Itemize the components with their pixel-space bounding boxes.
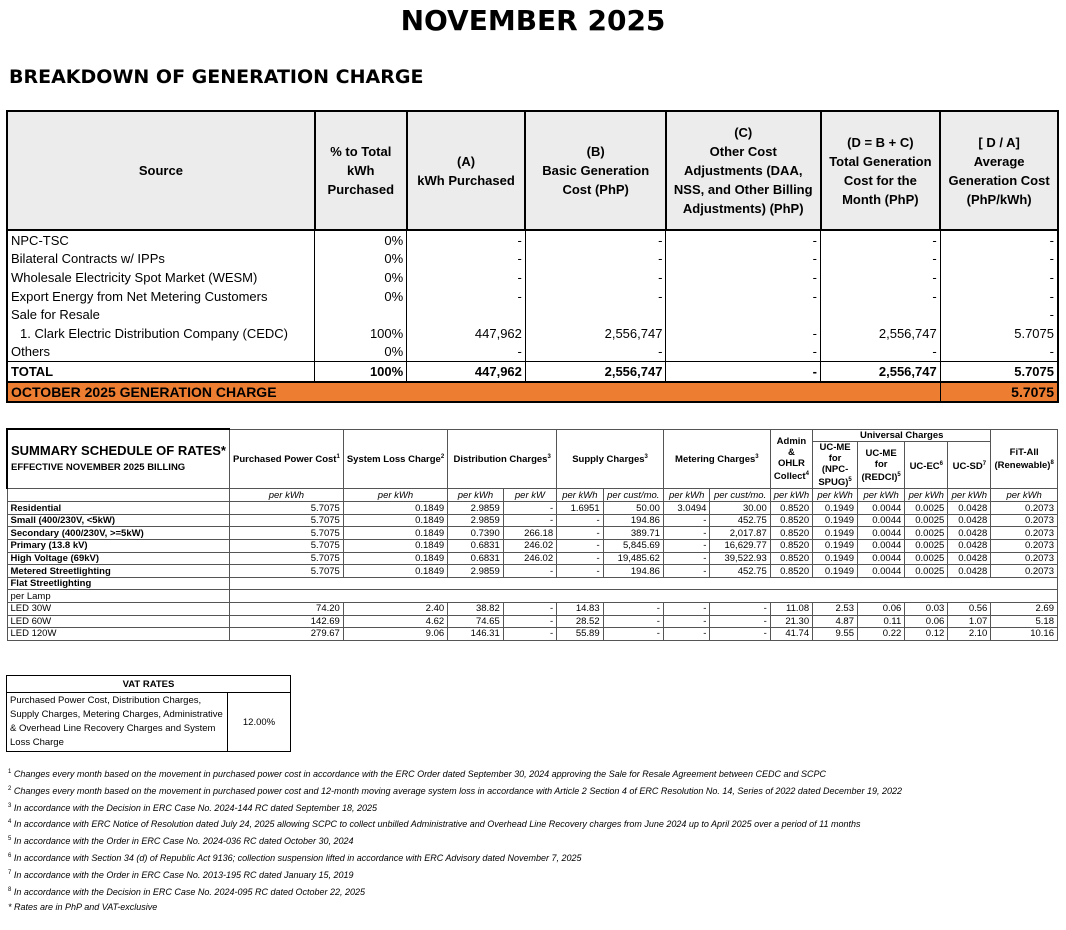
gen-value-cell: - <box>407 250 526 269</box>
rate-value: - <box>710 603 770 616</box>
gen-row <box>7 324 1058 343</box>
rate-value: 5,845.69 <box>603 540 663 553</box>
gen-value-cell: - <box>407 287 526 306</box>
gen-value-cell: 447,962 <box>407 324 526 343</box>
gen-total-value: - <box>666 362 821 382</box>
rate-value: 2.40 <box>343 603 447 616</box>
rate-value: - <box>503 615 556 628</box>
gen-value-cell: - <box>940 268 1058 287</box>
rate-value: 0.0428 <box>948 565 991 578</box>
rate-value: 0.0044 <box>857 502 904 515</box>
rate-value: - <box>557 565 604 578</box>
rate-value: 2.53 <box>813 603 858 616</box>
gen-header-0: Source <box>7 111 315 230</box>
rate-value: - <box>557 552 604 565</box>
gen-header-2: (A) kWh Purchased <box>407 111 526 230</box>
header-fit-all: FiT-All (Renewable)$^8$ <box>991 429 1058 489</box>
rate-class-label: LED 30W <box>7 603 230 616</box>
gen-row <box>7 250 1058 269</box>
gen-header-4: (C) Other Cost Adjustments (DAA, NSS, and Other Billing Adjustments) (PhP) <box>666 111 821 230</box>
rate-value: 0.2073 <box>991 527 1058 540</box>
rate-value: 0.0044 <box>857 552 904 565</box>
rate-value: 0.2073 <box>991 540 1058 553</box>
gen-value-cell: - <box>525 250 666 269</box>
rate-value: 0.8520 <box>770 514 812 527</box>
unit-cell: per cust/mo. <box>603 489 663 502</box>
footnote: $^7$ In accordance with the Order in ERC Case No. 2013-195 RC dated January 15, 2019 <box>8 869 354 880</box>
rate-class-label: High Voltage (69kV) <box>7 552 230 565</box>
gen-value-cell: 100% <box>315 324 407 343</box>
rates-note: * Rates are in PhP and VAT-exclusive <box>8 902 158 912</box>
rate-value: 0.1849 <box>343 514 447 527</box>
rate-value: 0.8520 <box>770 527 812 540</box>
gen-value-cell: - <box>821 268 941 287</box>
rate-class-label: LED 60W <box>7 615 230 628</box>
gen-value-cell: - <box>525 230 666 250</box>
header-ucme-npc: UC-ME for (NPC-SPUG)$^5$ <box>813 442 858 489</box>
rate-value: 5.7075 <box>230 527 344 540</box>
gen-total-value: 100% <box>315 362 407 382</box>
unit-cell: per kWh <box>448 489 504 502</box>
rate-value: 16,629.77 <box>710 540 770 553</box>
unit-cell: per kWh <box>813 489 858 502</box>
rate-value: 194.86 <box>603 565 663 578</box>
rate-value: - <box>663 514 710 527</box>
rate-value: 0.2073 <box>991 552 1058 565</box>
gen-value-cell: 2,556,747 <box>821 324 941 343</box>
per-lamp-label: per Lamp <box>7 590 230 603</box>
gen-header-5: (D = B + C) Total Generation Cost for the Month (PhP) <box>821 111 941 230</box>
gen-value-cell: - <box>821 343 941 362</box>
footnote: $^6$ In accordance with Section 34 (d) of Republic Act 9136; collection suspension lifted in accordance with ERC Advisory dated November 7, 2025 <box>8 852 582 863</box>
gen-value-cell: - <box>666 250 821 269</box>
gen-value-cell: - <box>821 250 941 269</box>
rate-class-label: LED 120W <box>7 628 230 641</box>
rate-value: 3.0494 <box>663 502 710 515</box>
gen-row <box>7 268 1058 287</box>
rate-value: 0.8520 <box>770 565 812 578</box>
rate-row <box>7 628 1058 641</box>
footnote: $^2$ Changes every month based on the movement in purchased power cost and 12-month moving average system loss in accordance with Article 2 Section 4 of ERC Resolution No. 14, Series of 2022 dated December 19, 2022 <box>8 785 903 796</box>
rate-value: 19,485.62 <box>603 552 663 565</box>
gen-value-cell: 5.7075 <box>940 324 1058 343</box>
vat-label: Purchased Power Cost, Distribution Charges, Supply Charges, Metering Charges, Administrative & Overhead Line Recovery Charges and System Loss Charge <box>7 693 228 752</box>
gen-value-cell: - <box>407 230 526 250</box>
rate-row <box>7 565 1058 578</box>
rate-value: 0.1949 <box>813 565 858 578</box>
rate-value: 0.7390 <box>448 527 504 540</box>
footnote: $^4$ In accordance with ERC Notice of Resolution dated July 24, 2025 allowing SCPC to collect unbilled Administrative and Overhead Line Recovery charges from June 2024 up to April 2025 over a period of 11 months <box>8 819 861 830</box>
rate-value: 2.9859 <box>448 514 504 527</box>
flat-streetlighting-blank <box>230 577 1058 590</box>
rate-value: - <box>603 628 663 641</box>
gen-header-6: [ D / A] Average Generation Cost (PhP/kWh) <box>940 111 1058 230</box>
rate-value: 11.08 <box>770 603 812 616</box>
header-universal-charges: Universal Charges <box>813 429 991 442</box>
gen-total-value: 447,962 <box>407 362 526 382</box>
rate-value: 4.62 <box>343 615 447 628</box>
generation-table-header <box>7 111 1058 230</box>
rate-value: 2,017.87 <box>710 527 770 540</box>
gen-header-1: % to Total kWh Purchased <box>315 111 407 230</box>
rate-value: - <box>503 628 556 641</box>
rate-class-label: Secondary (400/230V, >=5kW) <box>7 527 230 540</box>
rate-value: - <box>663 628 710 641</box>
gen-value-cell: 0% <box>315 230 407 250</box>
header-purchased-power: Purchased Power Cost$^1$ <box>230 429 344 489</box>
vat-rates-table <box>6 675 291 752</box>
rate-class-label: Small (400/230V, <5kW) <box>7 514 230 527</box>
header-ucme-redci: UC-ME for (REDCI)$^5$ <box>857 442 904 489</box>
unit-cell: per kWh <box>857 489 904 502</box>
gen-source-cell: Sale for Resale <box>7 305 315 324</box>
gen-value-cell <box>821 305 941 324</box>
rate-value: 389.71 <box>603 527 663 540</box>
header-metering: Metering Charges$^3$ <box>663 429 770 489</box>
rate-value: 0.0428 <box>948 552 991 565</box>
rate-value: 0.1849 <box>343 527 447 540</box>
gen-total-label: TOTAL <box>7 362 315 382</box>
header-system-loss: System Loss Charge$^2$ <box>343 429 447 489</box>
rate-value: 0.12 <box>905 628 948 641</box>
rate-value: 452.75 <box>710 514 770 527</box>
rate-value: 5.7075 <box>230 552 344 565</box>
gen-value-cell: - <box>666 343 821 362</box>
rate-value: 74.65 <box>448 615 504 628</box>
gen-value-cell: 0% <box>315 268 407 287</box>
unit-cell: per kWh <box>343 489 447 502</box>
gen-row <box>7 230 1058 250</box>
gen-row <box>7 305 1058 324</box>
rate-value: - <box>710 628 770 641</box>
rate-value: - <box>603 603 663 616</box>
footnote: $^3$ In accordance with the Decision in ERC Case No. 2024-144 RC dated September 18, 2025 <box>8 802 378 813</box>
section-title: BREAKDOWN OF GENERATION CHARGE <box>9 66 424 88</box>
gen-value-cell: - <box>940 343 1058 362</box>
rate-value: - <box>663 527 710 540</box>
rate-value: 0.1949 <box>813 527 858 540</box>
rate-value: 41.74 <box>770 628 812 641</box>
rate-value: 4.87 <box>813 615 858 628</box>
rate-value: - <box>503 565 556 578</box>
rate-value: 0.0025 <box>905 502 948 515</box>
gen-value-cell: - <box>940 250 1058 269</box>
rate-value: 0.0025 <box>905 540 948 553</box>
gen-source-cell: NPC-TSC <box>7 230 315 250</box>
rate-value: 30.00 <box>710 502 770 515</box>
rate-value: 266.18 <box>503 527 556 540</box>
flat-streetlighting-label: Flat Streetlighting <box>7 577 230 590</box>
gen-value-cell: - <box>666 268 821 287</box>
schedule-title-cell <box>7 429 230 489</box>
rate-row <box>7 603 1058 616</box>
schedule-title: SUMMARY SCHEDULE OF RATES* <box>11 443 226 459</box>
header-ucsd: $UC-SD^7$ <box>948 442 991 489</box>
generation-charge-table <box>6 110 1059 403</box>
gen-value-cell: 2,556,747 <box>525 324 666 343</box>
gen-source-cell: 1. Clark Electric Distribution Company (CEDC) <box>7 324 315 343</box>
gen-value-cell <box>666 305 821 324</box>
per-lamp-row <box>7 590 1058 603</box>
rate-value: 0.0044 <box>857 514 904 527</box>
rate-value: 0.2073 <box>991 502 1058 515</box>
rate-value: 28.52 <box>557 615 604 628</box>
gen-value-cell: - <box>940 305 1058 324</box>
rate-value: 5.7075 <box>230 502 344 515</box>
gen-value-cell: - <box>407 268 526 287</box>
rate-value: 0.1849 <box>343 565 447 578</box>
rate-value: - <box>710 615 770 628</box>
gen-total-value: 2,556,747 <box>821 362 941 382</box>
gen-source-cell: Others <box>7 343 315 362</box>
rate-value: - <box>557 514 604 527</box>
rate-value: 0.0044 <box>857 565 904 578</box>
gen-value-cell: 0% <box>315 287 407 306</box>
gen-source-cell: Wholesale Electricity Spot Market (WESM) <box>7 268 315 287</box>
rate-value: 0.8520 <box>770 552 812 565</box>
header-admin-ohlr: Admin & OHLR Collect$^4$ <box>770 429 812 489</box>
rate-value: 21.30 <box>770 615 812 628</box>
schedule-effective: EFFECTIVE NOVEMBER 2025 BILLING <box>11 462 186 474</box>
rate-row <box>7 615 1058 628</box>
gen-row <box>7 287 1058 306</box>
gen-value-cell: - <box>821 230 941 250</box>
rate-value: 1.6951 <box>557 502 604 515</box>
gen-value-cell: - <box>821 287 941 306</box>
gen-value-cell <box>407 305 526 324</box>
unit-cell: per kWh <box>663 489 710 502</box>
rate-value: 5.7075 <box>230 540 344 553</box>
rate-value: - <box>663 603 710 616</box>
gen-value-cell <box>315 305 407 324</box>
gen-value-cell: - <box>940 230 1058 250</box>
rate-value: 0.8520 <box>770 540 812 553</box>
unit-cell: per kWh <box>948 489 991 502</box>
rate-class-label: Primary (13.8 kV) <box>7 540 230 553</box>
rate-value: 2.69 <box>991 603 1058 616</box>
rate-value: 2.10 <box>948 628 991 641</box>
rate-row <box>7 552 1058 565</box>
gen-total-value: 2,556,747 <box>525 362 666 382</box>
rate-value: 194.86 <box>603 514 663 527</box>
unit-cell: per kWh <box>991 489 1058 502</box>
rate-value: 74.20 <box>230 603 344 616</box>
rate-value: 0.6831 <box>448 540 504 553</box>
gen-value-cell: - <box>666 324 821 343</box>
header-distribution: Distribution Charges$^3$ <box>448 429 557 489</box>
gen-value-cell: - <box>666 230 821 250</box>
gen-total-row <box>7 362 1058 382</box>
rate-value: 0.1849 <box>343 552 447 565</box>
rate-value: 0.1849 <box>343 502 447 515</box>
rate-value: 39,522.93 <box>710 552 770 565</box>
rate-value: 0.0044 <box>857 540 904 553</box>
rate-row <box>7 502 1058 515</box>
gen-value-cell: - <box>666 287 821 306</box>
gen-value-cell: - <box>525 287 666 306</box>
gen-value-cell: - <box>525 343 666 362</box>
rate-value: 452.75 <box>710 565 770 578</box>
rate-value: 14.83 <box>557 603 604 616</box>
rate-value: - <box>503 603 556 616</box>
rate-value: 0.22 <box>857 628 904 641</box>
rate-value: 146.31 <box>448 628 504 641</box>
rate-value: 1.07 <box>948 615 991 628</box>
rate-value: 0.8520 <box>770 502 812 515</box>
rate-value: - <box>663 615 710 628</box>
gen-row <box>7 343 1058 362</box>
rate-value: 5.7075 <box>230 514 344 527</box>
gen-value-cell: - <box>407 343 526 362</box>
unit-cell: per cust/mo. <box>710 489 770 502</box>
units-row <box>7 489 1058 502</box>
gen-value-cell: - <box>525 268 666 287</box>
gen-source-cell: Bilateral Contracts w/ IPPs <box>7 250 315 269</box>
rate-value: 0.2073 <box>991 514 1058 527</box>
unit-cell: per kW <box>503 489 556 502</box>
rate-value: 2.9859 <box>448 502 504 515</box>
rate-value: - <box>663 540 710 553</box>
rate-value: 9.06 <box>343 628 447 641</box>
rate-value: - <box>503 514 556 527</box>
rate-class-label: Residential <box>7 502 230 515</box>
rate-row <box>7 527 1058 540</box>
rate-value: 5.18 <box>991 615 1058 628</box>
rate-value: - <box>557 527 604 540</box>
gen-value-cell: 0% <box>315 250 407 269</box>
rate-value: - <box>503 502 556 515</box>
rate-value: 279.67 <box>230 628 344 641</box>
rate-value: 0.0428 <box>948 540 991 553</box>
rate-value: 2.9859 <box>448 565 504 578</box>
rates-schedule-table <box>6 428 1058 641</box>
rate-value: - <box>663 565 710 578</box>
unit-cell: per kWh <box>557 489 604 502</box>
rate-value: 0.56 <box>948 603 991 616</box>
rate-value: - <box>557 540 604 553</box>
rate-value: 0.2073 <box>991 565 1058 578</box>
footnote: $^5$ In accordance with the Order in ERC Case No. 2024-036 RC dated October 30, 2024 <box>8 836 354 847</box>
vat-header: VAT RATES <box>7 676 291 693</box>
gen-value-cell <box>525 305 666 324</box>
rate-value: 142.69 <box>230 615 344 628</box>
rate-value: 50.00 <box>603 502 663 515</box>
rate-value: 0.1949 <box>813 552 858 565</box>
rate-value: 0.11 <box>857 615 904 628</box>
unit-cell: per kWh <box>230 489 344 502</box>
rate-value: 0.1949 <box>813 540 858 553</box>
rate-value: 0.06 <box>857 603 904 616</box>
header-ucec: $UC-EC^6$ <box>905 442 948 489</box>
generation-charge-value: 5.7075 <box>940 382 1058 402</box>
rate-value: 0.6831 <box>448 552 504 565</box>
rate-value: 9.55 <box>813 628 858 641</box>
gen-total-value: 5.7075 <box>940 362 1058 382</box>
per-lamp-blank <box>230 590 1058 603</box>
rate-value: 0.1949 <box>813 514 858 527</box>
gen-value-cell: - <box>940 287 1058 306</box>
rate-row <box>7 540 1058 553</box>
rate-value: 246.02 <box>503 552 556 565</box>
rate-value: - <box>663 552 710 565</box>
rate-value: 0.06 <box>905 615 948 628</box>
flat-streetlighting-row <box>7 577 1058 590</box>
gen-value-cell: 0% <box>315 343 407 362</box>
header-supply: Supply Charges$^3$ <box>557 429 664 489</box>
footnote: $^8$ In accordance with the Decision in ERC Case No. 2024-095 RC dated October 22, 2025 <box>8 886 366 897</box>
rate-value: 246.02 <box>503 540 556 553</box>
footnotes <box>8 765 902 899</box>
rate-value: 10.16 <box>991 628 1058 641</box>
rate-value: 38.82 <box>448 603 504 616</box>
rate-value: 0.0428 <box>948 527 991 540</box>
rate-value: 0.1849 <box>343 540 447 553</box>
rate-value: 0.0025 <box>905 527 948 540</box>
rate-value: 0.0428 <box>948 514 991 527</box>
rate-value: 0.0025 <box>905 514 948 527</box>
rate-value: 0.0044 <box>857 527 904 540</box>
rate-value: - <box>603 615 663 628</box>
unit-cell: per kWh <box>905 489 948 502</box>
rate-row <box>7 514 1058 527</box>
rate-value: 0.0025 <box>905 565 948 578</box>
rate-value: 0.0428 <box>948 502 991 515</box>
page-title: NOVEMBER 2025 <box>400 4 666 37</box>
rate-value: 5.7075 <box>230 565 344 578</box>
rate-value: 55.89 <box>557 628 604 641</box>
rate-class-label: Metered Streetlighting <box>7 565 230 578</box>
generation-charge-label: OCTOBER 2025 GENERATION CHARGE <box>7 382 940 402</box>
gen-source-cell: Export Energy from Net Metering Customers <box>7 287 315 306</box>
units-blank <box>7 489 230 502</box>
rate-value: 0.0025 <box>905 552 948 565</box>
rate-value: 0.1949 <box>813 502 858 515</box>
vat-rate: 12.00% <box>228 693 291 752</box>
gen-header-3: (B) Basic Generation Cost (PhP) <box>525 111 666 230</box>
footnote: $^1$ Changes every month based on the movement in purchased power cost in accordance with the ERC Order dated September 30, 2024 approving the Sale for Resale Agreement between CEDC and SCPC <box>8 769 826 779</box>
generation-charge-row <box>7 382 1058 402</box>
rate-value: 0.03 <box>905 603 948 616</box>
unit-cell: per kWh <box>770 489 812 502</box>
